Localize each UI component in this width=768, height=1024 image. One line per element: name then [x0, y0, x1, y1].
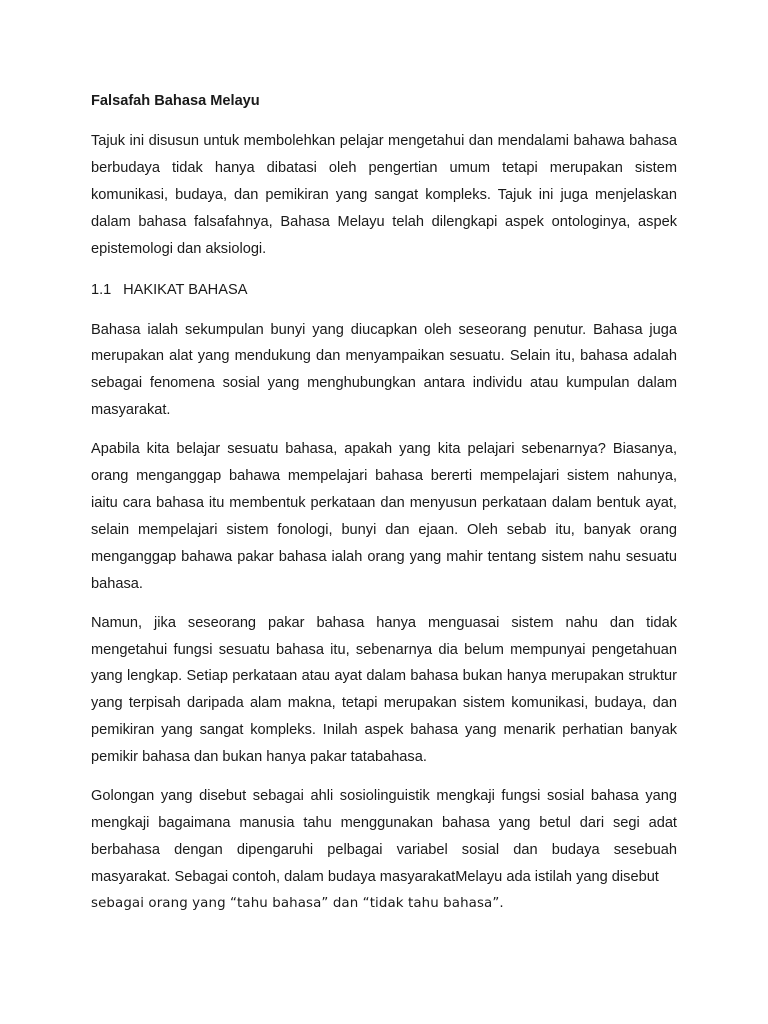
body-paragraph-2: Apabila kita belajar sesuatu bahasa, apakah yang kita pelajari sebenarnya? Biasanya, orang menganggap bahawa mempelajari bahasa bererti mempelajari sistem nahunya, iaitu cara bahasa itu membentuk perkataan dan menyusun perkataan dalam bentuk ayat, selain mempelajari sistem fonologi, bunyi dan ejaan. Oleh sebab itu, banyak orang menganggap bahawa pakar bahasa ialah orang yang mahir tentang sistem nahu sesuatu bahasa. [91, 441, 677, 592]
document-body [91, 86, 677, 917]
section-number: 1.1 [91, 281, 112, 298]
section-title: HAKIKAT BAHASA [123, 281, 248, 298]
section-heading [91, 275, 677, 305]
body-paragraph-4: Golongan yang disebut sebagai ahli sosiolinguistik mengkaji fungsi sosial bahasa yang mengkaji bagaimana manusia tahu menggunakan bahasa yang betul dari segi adat berbahasa dengan dipengaruhi pelbagai variabel sosial dan budaya sesebuah masyarakat. Sebagai contoh, dalam budaya masyarakatMelayu ada istilah yang disebut [91, 788, 677, 885]
document-title: Falsafah Bahasa Melayu [91, 93, 260, 109]
body-paragraph-1: Bahasa ialah sekumpulan bunyi yang diucapkan oleh seseorang penutur. Bahasa juga merupakan alat yang mendukung dan menyampaikan sesuatu. Selain itu, bahasa adalah sebagai fenomena sosial yang menghubungkan antara individu atau kumpulan dalam masyarakat. [91, 321, 677, 419]
final-line: sebagai orang yang “tahu bahasa” dan “tidak tahu bahasa”. [91, 895, 504, 911]
body-paragraph-3: Namun, jika seseorang pakar bahasa hanya menguasai sistem nahu dan tidak mengetahui fungsi sesuatu bahasa itu, sebenarnya dia belum mempunyai pengetahuan yang lengkap. Setiap perkataan atau ayat dalam bahasa bukan hanya merupakan struktur yang terpisah daripada alam makna, tetapi merupakan sistem komunikasi, budaya, dan pemikiran yang sangat kompleks. Inilah aspek bahasa yang menarik perhatian banyak pemikir bahasa dan bukan hanya pakar tatabahasa. [91, 614, 677, 766]
intro-paragraph: Tajuk ini disusun untuk membolehkan pelajar mengetahui dan mendalami bahawa bahasa berbudaya tidak hanya dibatasi oleh pengertian umum tetapi merupakan sistem komunikasi, budaya, dan pemikiran yang sangat kompleks. Tajuk ini juga menjelaskan dalam bahasa falsafahnya, Bahasa Melayu telah dilengkapi aspek ontologinya, aspek epistemologi dan aksiologi. [91, 133, 677, 257]
